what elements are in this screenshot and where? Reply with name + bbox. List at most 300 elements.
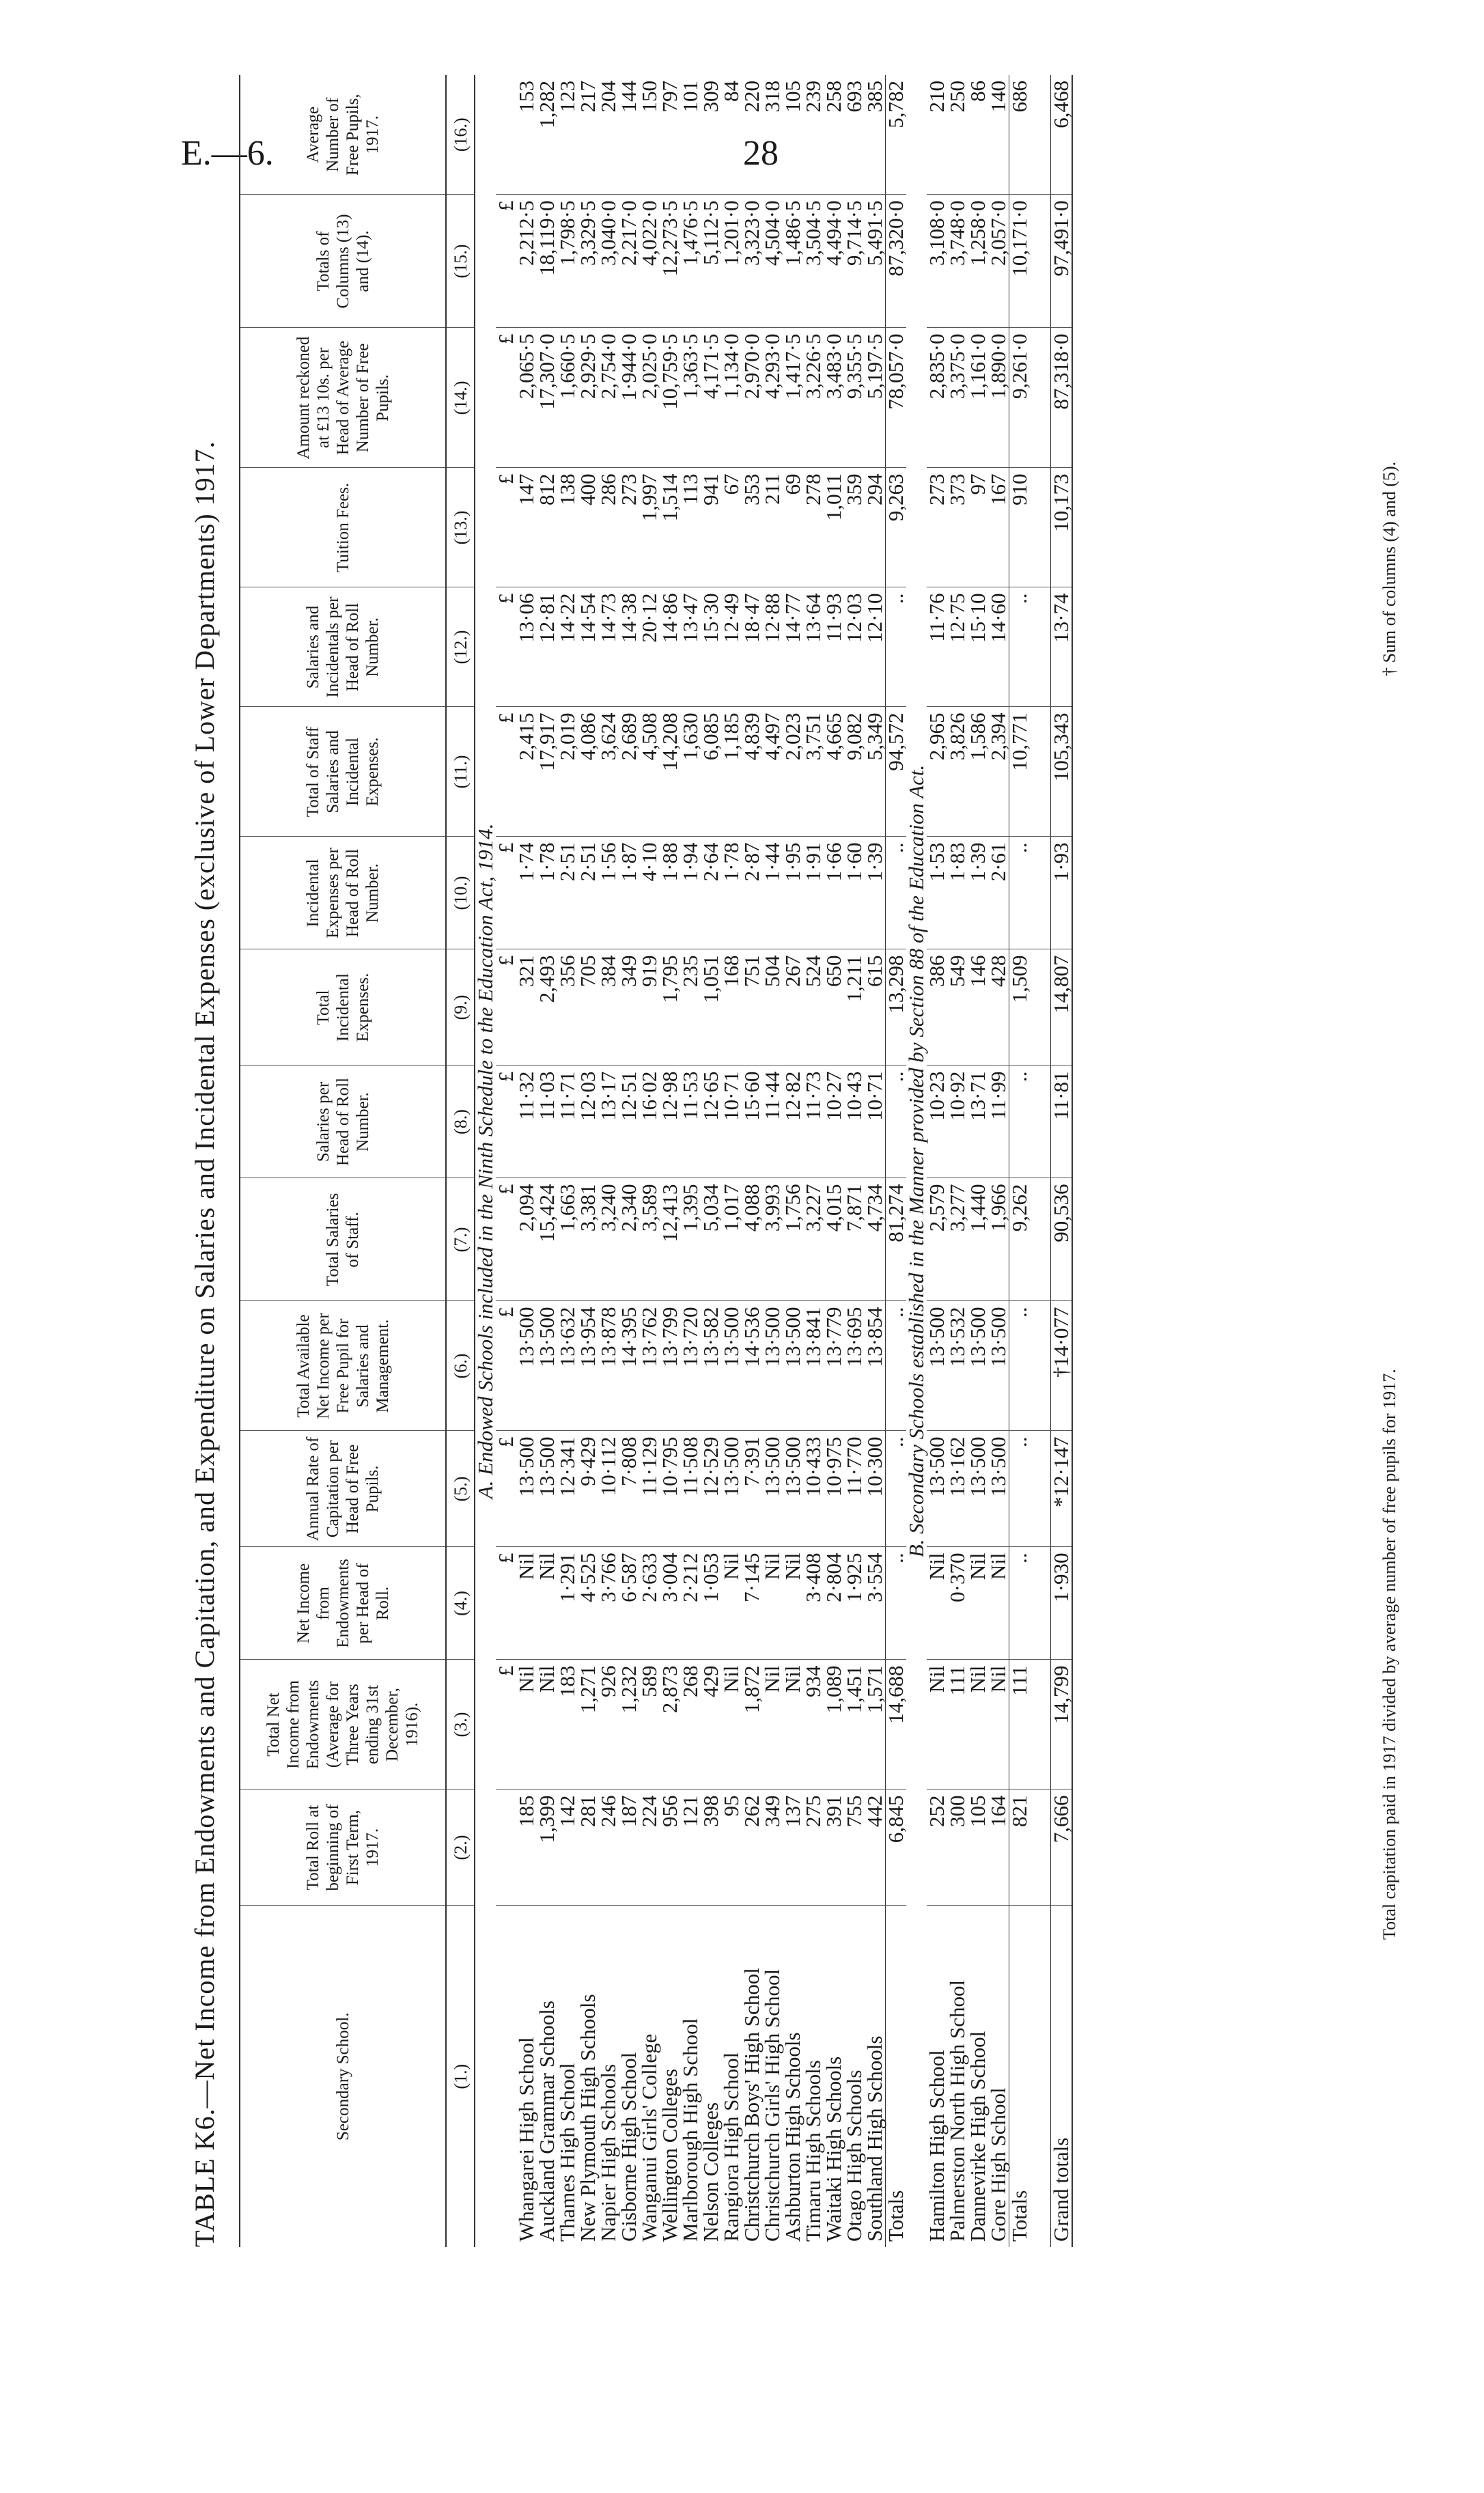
column-number: (8.) xyxy=(446,1066,475,1178)
cell-value: 2,212·5 xyxy=(516,195,537,328)
cell-value: 13·695 xyxy=(844,1301,865,1431)
cell-value: 1,451 xyxy=(844,1660,865,1789)
cell-value: 1,395 xyxy=(680,1178,701,1301)
cell-value: .. xyxy=(886,1547,907,1660)
cell-value: 3·554 xyxy=(865,1547,886,1660)
cell-value: 2,929·5 xyxy=(578,328,598,468)
cell-value: 1,271 xyxy=(578,1660,598,1789)
cell-value: 11·53 xyxy=(680,1066,701,1178)
table-row xyxy=(721,75,742,2247)
cell-value: 13·841 xyxy=(803,1301,824,1431)
cell-value: .. xyxy=(886,587,907,707)
cell-value: 224 xyxy=(639,1789,660,1906)
cell-value: 1,997 xyxy=(639,468,660,587)
cell-value: 1,660·5 xyxy=(557,328,578,468)
cell-value: 1,486·5 xyxy=(783,195,803,328)
cell-value: 549 xyxy=(947,949,968,1066)
cell-value: 138 xyxy=(557,468,578,587)
cell-value: 3,108·0 xyxy=(927,195,947,328)
cell-value: 589 xyxy=(639,1660,660,1789)
column-header: Incidental Expenses per Head of Roll Number. xyxy=(240,837,446,949)
cell-value: 1,756 xyxy=(783,1178,803,1301)
cell-value: 14·38 xyxy=(619,587,639,707)
cell-value: 3,277 xyxy=(947,1178,968,1301)
cell-value: 353 xyxy=(742,468,762,587)
cell-value: 10·23 xyxy=(927,1066,947,1178)
cell-value: 3,748·0 xyxy=(947,195,968,328)
cell-value: 1·95 xyxy=(783,837,803,949)
cell-value: 11·73 xyxy=(803,1066,824,1178)
cell-value: 217 xyxy=(578,75,598,195)
cell-value: 121 xyxy=(680,1789,701,1906)
cell-value: 300 xyxy=(947,1789,968,1906)
cell-value: 1·53 xyxy=(927,837,947,949)
cell-value: Nil xyxy=(988,1547,1009,1660)
table-row xyxy=(968,75,988,2247)
table-row xyxy=(537,75,557,2247)
cell-value: 97 xyxy=(968,468,988,587)
unit-cell: £ xyxy=(496,837,516,949)
cell-value: 3,240 xyxy=(598,1178,619,1301)
column-number: (13.) xyxy=(446,468,475,587)
cell-value: 3,751 xyxy=(803,707,824,837)
cell-value: 2·64 xyxy=(701,837,721,949)
unit-cell xyxy=(496,1906,516,2247)
cell-value: 1·94 xyxy=(680,837,701,949)
unit-cell: £ xyxy=(496,707,516,837)
cell-value: 1,571 xyxy=(865,1660,886,1789)
cell-value: 0·370 xyxy=(947,1547,968,1660)
cell-value: 2,579 xyxy=(927,1178,947,1301)
table-row xyxy=(557,75,578,2247)
cell-value: 1,185 xyxy=(721,707,742,837)
cell-value: 7,666 xyxy=(1051,1789,1073,1906)
cell-value: 2·804 xyxy=(824,1547,844,1660)
cell-value: 2,689 xyxy=(619,707,639,837)
cell-value: Nil xyxy=(721,1660,742,1789)
cell-value: 9,263 xyxy=(886,468,907,587)
cell-value: 164 xyxy=(988,1789,1009,1906)
cell-value: 17,917 xyxy=(537,707,557,837)
cell-value: 7·808 xyxy=(619,1431,639,1547)
cell-value: 3,624 xyxy=(598,707,619,837)
cell-value: 504 xyxy=(762,949,783,1066)
column-number: (11.) xyxy=(446,707,475,837)
cell-value: 4,086 xyxy=(578,707,598,837)
school-name: Dannevirke High School xyxy=(966,2031,990,2242)
section-heading-row xyxy=(475,75,496,2247)
cell-value: 391 xyxy=(824,1789,844,1906)
cell-value: 13·720 xyxy=(680,1301,701,1431)
cell-value: 1·78 xyxy=(721,837,742,949)
expenditure-table xyxy=(239,75,1073,2247)
cell-value: 1,798·5 xyxy=(557,195,578,328)
unit-cell: £ xyxy=(496,1178,516,1301)
cell-value: 1,795 xyxy=(660,949,680,1066)
cell-value: 15,424 xyxy=(537,1178,557,1301)
cell-value: 137 xyxy=(783,1789,803,1906)
cell-value: 1,440 xyxy=(968,1178,988,1301)
cell-value: 12,273·5 xyxy=(660,195,680,328)
unit-cell: £ xyxy=(496,1660,516,1789)
cell-value: .. xyxy=(1009,1431,1031,1547)
column-header: Total Available Net Income per Free Pupil for Salaries and Management. xyxy=(240,1301,446,1431)
cell-value: 2,025·0 xyxy=(639,328,660,468)
cell-value: 12·75 xyxy=(947,587,968,707)
cell-value: 10·71 xyxy=(721,1066,742,1178)
cell-value: 11·770 xyxy=(844,1431,865,1547)
unit-cell: £ xyxy=(496,468,516,587)
cell-value: 321 xyxy=(516,949,537,1066)
cell-value: 84 xyxy=(721,75,742,195)
cell-value: 1·66 xyxy=(824,837,844,949)
cell-value: 3,826 xyxy=(947,707,968,837)
cell-value: 105 xyxy=(783,75,803,195)
cell-value: 400 xyxy=(578,468,598,587)
cell-value: 146 xyxy=(968,949,988,1066)
school-name: Hamilton High School xyxy=(925,2050,949,2242)
cell-value: 13·500 xyxy=(721,1431,742,1547)
table-row xyxy=(619,75,639,2247)
cell-value: 926 xyxy=(598,1660,619,1789)
cell-value: 2,493 xyxy=(537,949,557,1066)
cell-value: 1·91 xyxy=(803,837,824,949)
cell-value: 6,085 xyxy=(701,707,721,837)
cell-value: 12·341 xyxy=(557,1431,578,1547)
cell-value: 11·71 xyxy=(557,1066,578,1178)
cell-value: 13·500 xyxy=(762,1431,783,1547)
cell-value: 349 xyxy=(619,949,639,1066)
cell-value: .. xyxy=(1009,587,1031,707)
school-name: Southland High Schools xyxy=(863,2035,886,2242)
cell-value: Nil xyxy=(927,1547,947,1660)
cell-value: 78,057·0 xyxy=(886,328,907,468)
cell-value: 5,034 xyxy=(701,1178,721,1301)
cell-value: 5,112·5 xyxy=(701,195,721,328)
cell-value: .. xyxy=(1009,1301,1031,1431)
school-name: Timaru High Schools xyxy=(801,2060,825,2242)
cell-value: 13·162 xyxy=(947,1431,968,1547)
cell-value: 5,782 xyxy=(886,75,907,195)
rotated-table-page xyxy=(184,0,1455,2247)
cell-value: 7,871 xyxy=(844,1178,865,1301)
section-heading: A. Endowed Schools included in the Ninth Schedule to the Education Act, 1914. xyxy=(473,823,497,1499)
cell-value: 185 xyxy=(516,1789,537,1906)
cell-value: 87,320·0 xyxy=(886,195,907,328)
column-header: Annual Rate of Capitation per Head of Free Pupils. xyxy=(240,1431,446,1547)
cell-value: .. xyxy=(886,1431,907,1547)
cell-value: 13·47 xyxy=(680,587,701,707)
cell-value: 294 xyxy=(865,468,886,587)
cell-value: 2,835·0 xyxy=(927,328,947,468)
cell-value: 428 xyxy=(988,949,1009,1066)
cell-value: 150 xyxy=(639,75,660,195)
cell-value: Nil xyxy=(762,1547,783,1660)
cell-value: 11·81 xyxy=(1051,1066,1073,1178)
cell-value: 15·60 xyxy=(742,1066,762,1178)
cell-value: Nil xyxy=(988,1660,1009,1789)
school-name: Christchurch Boys' High School xyxy=(740,1968,764,2242)
cell-value: 10,171·0 xyxy=(1009,195,1031,328)
cell-value: 258 xyxy=(824,75,844,195)
cell-value: 262 xyxy=(742,1789,762,1906)
column-header: Salaries per Head of Roll Number. xyxy=(240,1066,446,1178)
cell-value: 1·39 xyxy=(968,837,988,949)
table-row xyxy=(578,75,598,2247)
column-header: Secondary School. xyxy=(240,1906,446,2247)
table-row xyxy=(844,75,865,2247)
cell-value: 140 xyxy=(988,75,1009,195)
cell-value: 3,381 xyxy=(578,1178,598,1301)
table-row xyxy=(947,75,968,2247)
cell-value: 13·500 xyxy=(968,1431,988,1547)
cell-value: 239 xyxy=(803,75,824,195)
cell-value: 956 xyxy=(660,1789,680,1906)
cell-value: 147 xyxy=(516,468,537,587)
column-number: (12.) xyxy=(446,587,475,707)
cell-value: 821 xyxy=(1009,1789,1031,1906)
cell-value: 13·74 xyxy=(1051,587,1073,707)
column-header: Tuition Fees. xyxy=(240,468,446,587)
cell-value: 12·49 xyxy=(721,587,742,707)
cell-value: 123 xyxy=(557,75,578,195)
cell-value: .. xyxy=(886,837,907,949)
cell-value: 2,970·0 xyxy=(742,328,762,468)
cell-value: 797 xyxy=(660,75,680,195)
cell-value: 13·71 xyxy=(968,1066,988,1178)
cell-value: 919 xyxy=(639,949,660,1066)
cell-value: 2,217·0 xyxy=(619,195,639,328)
school-name: New Plymouth High Schools xyxy=(576,1994,600,2242)
cell-value: 1,509 xyxy=(1009,949,1031,1066)
cell-value: 13·779 xyxy=(824,1301,844,1431)
cell-value: 1,011 xyxy=(824,468,844,587)
cell-value: 10,173 xyxy=(1051,468,1073,587)
cell-value: 1·291 xyxy=(557,1547,578,1660)
column-number: (10.) xyxy=(446,837,475,949)
cell-value: 15·10 xyxy=(968,587,988,707)
cell-value: 693 xyxy=(844,75,865,195)
cell-value: 1,161·0 xyxy=(968,328,988,468)
cell-value: 10·43 xyxy=(844,1066,865,1178)
table-row xyxy=(824,75,844,2247)
cell-value: 1,872 xyxy=(742,1660,762,1789)
cell-value: 1,476·5 xyxy=(680,195,701,328)
cell-value: 13·582 xyxy=(701,1301,721,1431)
cell-value: 3,323·0 xyxy=(742,195,762,328)
cell-value: 2,065·5 xyxy=(516,328,537,468)
column-header: Total Incidental Expenses. xyxy=(240,949,446,1066)
cell-value: 2,965 xyxy=(927,707,947,837)
table-title: TABLE K6.—Net Income from Endowments and Capitation, and Expenditure on Salaries and Incidental Expenses (exclusive of Lower Departments) 1917. xyxy=(189,441,220,2247)
cell-value: 12·03 xyxy=(578,1066,598,1178)
cell-value: 18,119·0 xyxy=(537,195,557,328)
cell-value: 111 xyxy=(1009,1660,1031,1789)
table-row xyxy=(803,75,824,2247)
cell-value: 2,340 xyxy=(619,1178,639,1301)
cell-value: 105 xyxy=(968,1789,988,1906)
cell-value: 14·22 xyxy=(557,587,578,707)
cell-value: 250 xyxy=(947,75,968,195)
cell-value: 1,586 xyxy=(968,707,988,837)
cell-value: 615 xyxy=(865,949,886,1066)
cell-value: 9,261·0 xyxy=(1009,328,1031,468)
units-row xyxy=(496,75,516,2247)
cell-value: 934 xyxy=(803,1660,824,1789)
cell-value: 2·87 xyxy=(742,837,762,949)
cell-value: 11·44 xyxy=(762,1066,783,1178)
school-name: Palmerston North High School xyxy=(945,1979,969,2242)
cell-value: 1,211 xyxy=(844,949,865,1066)
cell-value: 86 xyxy=(968,75,988,195)
cell-value: 4,171·5 xyxy=(701,328,721,468)
cell-value: 9,714·5 xyxy=(844,195,865,328)
column-header: Salaries and Incidentals per Head of Roll Number. xyxy=(240,587,446,707)
table-row xyxy=(742,75,762,2247)
cell-value: .. xyxy=(886,1066,907,1178)
cell-value: 384 xyxy=(598,949,619,1066)
cell-value: 97,491·0 xyxy=(1051,195,1073,328)
cell-value: 10·112 xyxy=(598,1431,619,1547)
cell-value: Nil xyxy=(762,1660,783,1789)
cell-value: 3·766 xyxy=(598,1547,619,1660)
cell-value: 10·92 xyxy=(947,1066,968,1178)
cell-value: 3,589 xyxy=(639,1178,660,1301)
cell-value: 87,318·0 xyxy=(1051,328,1073,468)
cell-value: 267 xyxy=(783,949,803,1066)
column-header: Net Income from Endowments per Head of Roll. xyxy=(240,1547,446,1660)
cell-value: 1·925 xyxy=(844,1547,865,1660)
school-name: Otago High Schools xyxy=(842,2070,866,2242)
cell-value: 90,536 xyxy=(1051,1178,1073,1301)
cell-value: 386 xyxy=(927,949,947,1066)
cell-value: 11·129 xyxy=(639,1431,660,1547)
cell-value: 1·83 xyxy=(947,837,968,949)
table-row xyxy=(783,75,803,2247)
cell-value: 142 xyxy=(557,1789,578,1906)
column-header: Total of Staff Salaries and Incidental Expenses. xyxy=(240,707,446,837)
cell-value: 2,019 xyxy=(557,707,578,837)
cell-value: 281 xyxy=(578,1789,598,1906)
cell-value: 105,343 xyxy=(1051,707,1073,837)
unit-cell: £ xyxy=(496,587,516,707)
unit-cell: £ xyxy=(496,949,516,1066)
column-header: Totals of Columns (13) and (14). xyxy=(240,195,446,328)
cell-value: Nil xyxy=(537,1547,557,1660)
cell-value: 13·500 xyxy=(968,1301,988,1431)
cell-value: .. xyxy=(1009,1066,1031,1178)
table-row xyxy=(516,75,537,2247)
cell-value: 650 xyxy=(824,949,844,1066)
cell-value: 1·944·0 xyxy=(619,328,639,468)
cell-value: 2·61 xyxy=(988,837,1009,949)
unit-cell xyxy=(496,1789,516,1906)
cell-value: 7·391 xyxy=(742,1431,762,1547)
school-name: Gisborne High School xyxy=(617,2052,641,2242)
cell-value: 95 xyxy=(721,1789,742,1906)
school-name: Nelson Colleges xyxy=(699,2102,723,2242)
school-name: Christchurch Girls' High School xyxy=(760,1968,784,2242)
cell-value: 6·587 xyxy=(619,1547,639,1660)
cell-value: 81,274 xyxy=(886,1178,907,1301)
cell-value: 1,890·0 xyxy=(988,328,1009,468)
cell-value: 751 xyxy=(742,949,762,1066)
cell-value: 11·93 xyxy=(824,587,844,707)
column-number: (1.) xyxy=(446,1906,475,2247)
cell-value: 16·02 xyxy=(639,1066,660,1178)
cell-value: 4,022·0 xyxy=(639,195,660,328)
cell-value: 13·500 xyxy=(537,1301,557,1431)
grand-totals-row xyxy=(1051,75,1073,2247)
cell-value: 1·56 xyxy=(598,837,619,949)
cell-value: 211 xyxy=(762,468,783,587)
cell-value: 11·76 xyxy=(927,587,947,707)
cell-value: 3,329·5 xyxy=(578,195,598,328)
cell-value: 113 xyxy=(680,468,701,587)
unit-cell: £ xyxy=(496,328,516,468)
cell-value: 13·500 xyxy=(988,1431,1009,1547)
cell-value: 273 xyxy=(619,468,639,587)
cell-value: 910 xyxy=(1009,468,1031,587)
school-name: Wellington Colleges xyxy=(658,2068,682,2242)
cell-value: 4,494·0 xyxy=(824,195,844,328)
column-header: Total Net Income from Endowments (Average for Three Years ending 31st December, 1916). xyxy=(240,1660,446,1789)
column-number: (14.) xyxy=(446,328,475,468)
cell-value: 1·74 xyxy=(516,837,537,949)
cell-value: 5,491·5 xyxy=(865,195,886,328)
cell-value: 1·87 xyxy=(619,837,639,949)
cell-value: 385 xyxy=(865,75,886,195)
cell-value: 1·053 xyxy=(701,1547,721,1660)
school-name: Thames High School xyxy=(555,2063,579,2242)
cell-value: 12·98 xyxy=(660,1066,680,1178)
cell-value: 1,282 xyxy=(537,75,557,195)
cell-value: 755 xyxy=(844,1789,865,1906)
cell-value: 13·954 xyxy=(578,1301,598,1431)
cell-value: 941 xyxy=(701,468,721,587)
cell-value: 4,508 xyxy=(639,707,660,837)
unit-cell: £ xyxy=(496,1301,516,1431)
cell-value: 9·429 xyxy=(578,1431,598,1547)
cell-value: 246 xyxy=(598,1789,619,1906)
cell-value: 187 xyxy=(619,1789,639,1906)
cell-value: 13·500 xyxy=(988,1301,1009,1431)
cell-value: 705 xyxy=(578,949,598,1066)
cell-value: 373 xyxy=(947,468,968,587)
totals-row xyxy=(886,75,907,2247)
cell-value: †14·077 xyxy=(1051,1301,1073,1431)
table-row xyxy=(988,75,1009,2247)
cell-value: 10·795 xyxy=(660,1431,680,1547)
cell-value: 4,504·0 xyxy=(762,195,783,328)
cell-value: 1,399 xyxy=(537,1789,557,1906)
cell-value: 359 xyxy=(844,468,865,587)
cell-value: 210 xyxy=(927,75,947,195)
cell-value: 3,226·5 xyxy=(803,328,824,468)
cell-value: 220 xyxy=(742,75,762,195)
cell-value: 318 xyxy=(762,75,783,195)
cell-value: Nil xyxy=(516,1660,537,1789)
cell-value: 7·145 xyxy=(742,1547,762,1660)
unit-cell: £ xyxy=(496,195,516,328)
cell-value: 1,663 xyxy=(557,1178,578,1301)
cell-value: 2·212 xyxy=(680,1547,701,1660)
cell-value: 13·799 xyxy=(660,1301,680,1431)
cell-value: 69 xyxy=(783,468,803,587)
cell-value: 4·525 xyxy=(578,1547,598,1660)
cell-value: 10,771 xyxy=(1009,707,1031,837)
cell-value: 275 xyxy=(803,1789,824,1906)
